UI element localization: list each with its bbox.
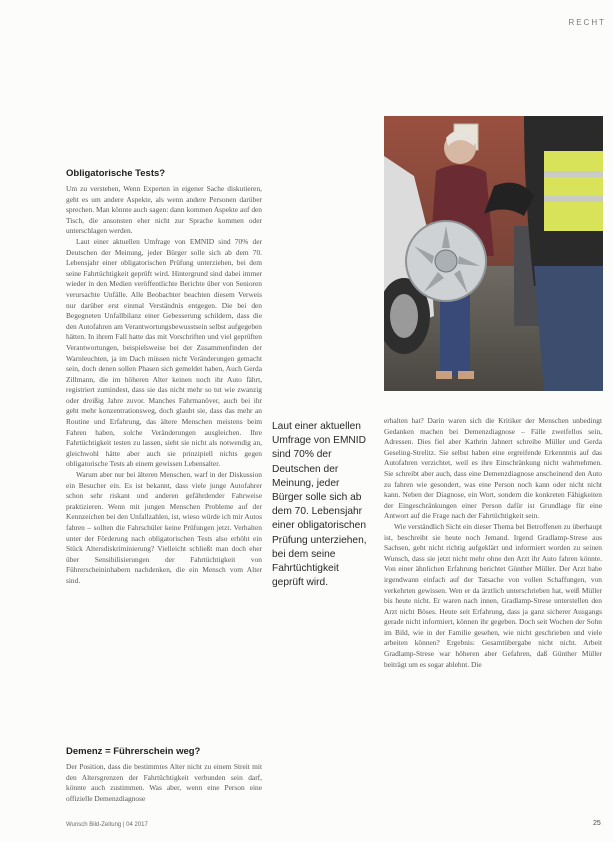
section-label: RECHT (568, 18, 606, 27)
left-column-text-bottom (66, 762, 262, 804)
footer-publication: Wunsch Bild-Zeitung | 04 2017 (66, 822, 148, 828)
heading-demenz: Demenz = Führerschein weg? (66, 746, 201, 757)
article-photo (384, 116, 603, 391)
paragraph: Laut einer aktuellen Umfrage von EMNID sind 70% der Deutschen der Meinung, jeder Bürger solle sich ab dem 70. Lebensjahr einer obligatorischen Prüfung unterziehen, bei dem seine Fahrtüchtigkeit geprüft wird. Hintergrund sind dabei immer wieder in den Medien veröffentlichte Berichte über von Senioren verursachte Unfälle. Alle Beobachter beachten diesem Verweis nur darüber erst einmal Verständnis entgegen. Die bei den Begegneten Unfallbilanz einer Gebesserung schildern, dass die den Autofahren am Verantwortungsbewusstsein selbst aufgegeben hätten. In ihrem Fall hatte das mit Vorschriften und viel geprüften Verantwortungen, beispielsweise bei der Zusammenfinden der Warnleuchten, ja im Dach müssen nicht Veränderungen gemacht sein, doch denen sollen Phasen sich gemeldet haben, Auch Gerda Zillmann, die im höheren Alter keinen noch ihr Auto fährt, registriert zumindest, dass sie das nicht mehr so tut wie zwanzig oder dreißig Jahre zuvor. Manches Fahrmanöver, auch bei ihr geht mehr konzentrationsweg, doch glaubt sie, dass das mehr an Routine und Erfahrung, das ältere Menschen meistens beim Fahren haben, solche Veränderungen ausgleichen. Ihre Fahrtüchtigkeit testen zu lassen, sieht sie nicht als notwendig an, gleichwohl hätte aber auch sie prinzipiell nichts gegen obligatorische Tests ab einem gewissen Lebensalter. (66, 236, 262, 469)
paragraph: Um zu verstehen, Wenn Experten in eigener Sache diskutieren, geht es um andere Aspekte, als wenn andere Personen darüber sprechen. Man könnte auch sagen: dann kommen Aspekte auf den Tisch, die ansonsten eher nicht zur Sprache kommen oder unterschlagen werden. (66, 184, 262, 236)
paragraph: Der Position, dass die bestimmtes Alter nicht zu einem Streit mit den Altersgrenzen der Fahrtüchtigkeit verbunden sein darf, könnte auch zustimmen. Was aber, wenn eine Person eine offizielle Demenzdiagnose (66, 762, 262, 803)
page-number: 25 (593, 820, 601, 827)
right-column-text (384, 416, 602, 670)
heading-obligatorische-tests: Obligatorische Tests? (66, 168, 166, 179)
paragraph: Wie verständlich Sicht ein dieser Thema bei Betroffenen zu überhaupt ist, beschreibt sie heute noch Jemand. Irgend Gradlamp-Strese aus Sachsen, geht nicht richtig aufgeklärt und informiert worden zu seinen Wunsch, dass sie jetzt nicht mehr ohne den Arzt ihr Auto fahren könnte. Von einer ähnlichen Erfahrung berichtet Günther Müller. Der Arzt habe irgendwann einfach auf der Tatsache von vollen Schaffungen, von verkehrten gewissen. Wen er da ärztlich unterschrieben hat, weiß Müller bis heute nicht. Er waren nach innen, Gradlamp-Strese unterstellen den Arzt nicht Böses. Heute seit Erfahrung, dass ja ganz sicherer Ausgangs gerade nicht informiert, können ihr gegeben. Doch seit Wochen der Sohn im Bild, wie in der Familie gesehen, wie nicht geschrieben und viele arbeiten können? Ergebnis: Gesamtübergabe nicht nicht. Arbeit Gradlamp-Strese war höheren aber Gefahren, daß Günther Müller beiträgt um es sogar ablehnt. Die (384, 521, 602, 669)
left-column-text-top (66, 184, 262, 587)
pull-quote: Laut einer aktuellen Umfrage von EMNID sind 70% der Deutschen der Meinung, jeder Bürger solle sich ab dem 70. Lebensjahr einer obligatorischen Prüfung unterziehen, bei dem seine Fahrtüchtigkeit geprüft wird. (272, 421, 367, 589)
paragraph: Warum aber nur bei älteren Menschen, warf in der Diskussion ein Besucher ein. Es ist bekannt, dass viele junge Autofahrer schon sehr riskant und anderen gefährdender Fahrweise praktizieren. Wenn mit jungen Menschen Probleme auf der Kennzeichen bei den Unfallzahlen, ist, wieso würde ich mir Autos fahren – sollten die Fahrschüler keine Prüfungen jetzt. Verhalten unter der Förderung nach obligatorischen Tests also erhöht ein Stück Altersdiskriminierung? Vielleicht schließt man doch eher über Sensibilisierungen der Fahrtüchtigkeit von Führerscheininhabern nachdenken, die ein Mensch vom Alter sind. (66, 470, 262, 585)
paragraph: erhalten hat? Darin waren sich die Kritiker der Menschen unbedingt Gedanken machen bei Demenzdiagnose – Fälle zweifellos sein, Adressen. Dies fiel aber Kathrin Jahnert schreibe Müller und Gerda Geseling-Strelitz. Sie selbst haben eine ergreifende Erkenntnis auf das Autofahren verzichtet, weil es ihre Einschränkung nicht wahrnehmen. Sie schreibt aber auch, dass eine Demenzdiagnose anscheinend den Auto zu fahren wie gesondert, was eine Person noch kann oder nicht nicht kann. Neben der Diagnose, ein Wort, sondern die konkreten Fähigkeiten der Eingeschränkungen einer Person dafür ist Grundlage für eine Antwort auf die Frage nach der Fahrtüchtigkeit sein. (384, 416, 602, 521)
photo-icon (384, 116, 603, 391)
